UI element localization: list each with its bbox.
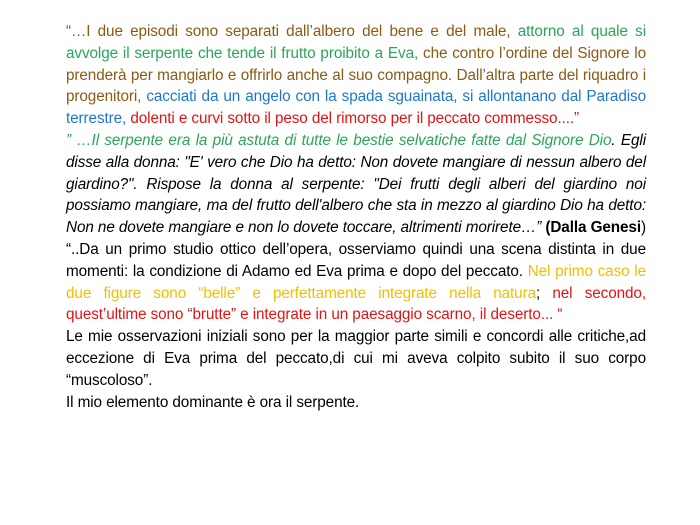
text-segment: Le mie osservazioni iniziali sono per la maggior parte simili e concordi alle critiche,ad eccezione di Eva prima del peccato,di cui mi aveva colpito subito il suo corpo “muscoloso”.: [66, 328, 646, 389]
text-segment: (Dalla Genesi: [545, 219, 641, 237]
text-segment: attorno al quale si avvolge il serpente che tende il frutto proibito a Eva,: [66, 23, 646, 62]
paragraph-4: [66, 326, 646, 391]
text-body: [66, 21, 646, 413]
text-segment: che contro l’ordine del Signore lo prenderà per mangiarlo e offrirlo anche al suo compagno. Dall’altra parte del riquadro i progenitori,: [66, 44, 647, 106]
text-segment: “…I due episodi sono separati dall’albero del bene e del male,: [66, 23, 518, 40]
text-segment: ” …Il serpente era la più astuta di tutte le bestie selvatiche fatte dal Signore Dio: [66, 131, 612, 149]
text-segment: Nel primo caso le due figure sono “belle” e perfettamente integrate nella natura: [66, 262, 646, 302]
text-segment: cacciati da un angelo con la spada sguainata, si allontanano dal Paradiso terrestre,: [66, 88, 646, 128]
text-segment: dolenti e curvi sotto il peso del rimorso per il peccato commesso....”: [126, 110, 580, 128]
text-segment: . Egli disse alla donna: "E' vero che Dio ha detto: Non dovete mangiare di nessun albero del giardino?". Rispose la donna al serpente: "Dei frutti degli alberi del giardino noi possiamo mangiare, ma del frutto dell'albero che sta in mezzo al giardino Dio ha detto: Non ne dovete mangiare e non lo dovete toccare, altrimenti morirete…”: [66, 131, 646, 237]
text-segment: Il mio elemento dominante è ora il serpente.: [66, 393, 360, 411]
paragraph-3: [66, 239, 646, 326]
paragraph-2: [66, 130, 646, 239]
text-segment: ): [640, 219, 646, 237]
text-segment: “..Da un primo studio ottico dell’opera, osserviamo quindi una scena distinta in due momenti: la condizione di Adamo ed Eva prima e dopo del peccato.: [66, 240, 646, 280]
text-segment: ;: [535, 284, 553, 302]
text-segment: nel secondo, quest’ultime sono “brutte” e integrate in un paesaggio scarno, il deserto... “: [66, 284, 646, 324]
paragraph-5: [66, 392, 646, 414]
paragraph-1: [66, 21, 646, 130]
